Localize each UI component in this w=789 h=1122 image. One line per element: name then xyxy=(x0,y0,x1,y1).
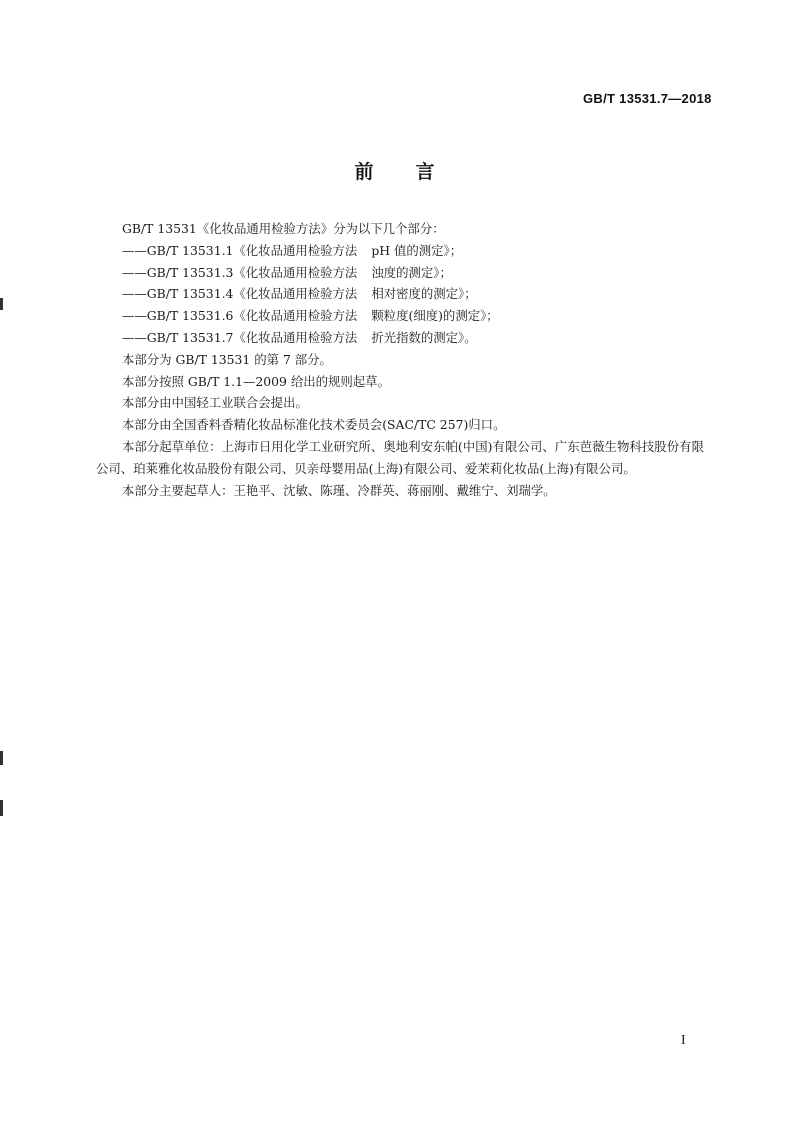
list-item xyxy=(96,240,704,262)
list-item-topic: 折光指数的测定》。 xyxy=(371,329,477,345)
list-item xyxy=(96,262,704,284)
intro-paragraph: GB/T 13531《化妆品通用检验方法》分为以下几个部分： xyxy=(122,221,445,236)
list-item-topic: 颗粒度(细度)的测定》； xyxy=(371,308,499,324)
drafting-rules-paragraph: 本部分按照 GB/T 1.1—2009 给出的规则起草。 xyxy=(122,373,390,389)
scan-edge-mark xyxy=(0,298,3,310)
list-item-prefix: ——GB/T 13531.1《化妆品通用检验方法 xyxy=(122,242,358,258)
scan-edge-mark xyxy=(0,800,3,816)
list-item-topic: 相对密度的测定》； xyxy=(371,286,477,302)
list-item-topic: 浊度的测定》； xyxy=(371,264,452,280)
list-item xyxy=(96,327,704,349)
list-item-prefix: ——GB/T 13531.4《化妆品通用检验方法 xyxy=(122,286,358,302)
centralized-by-paragraph: 本部分由全国香料香精化妆品标准化技术委员会(SAC/TC 257)归口。 xyxy=(122,417,506,433)
page-title: 前言 xyxy=(354,161,477,183)
list-item xyxy=(96,283,704,305)
scan-edge-mark xyxy=(0,751,3,765)
list-item-prefix: ——GB/T 13531.6《化妆品通用检验方法 xyxy=(122,308,358,324)
list-item-prefix: ——GB/T 13531.7《化妆品通用检验方法 xyxy=(122,329,358,345)
page-number: I xyxy=(681,1033,686,1048)
proposed-by-paragraph: 本部分由中国轻工业联合会提出。 xyxy=(122,395,308,411)
standard-id: GB/T 13531.7—2018 xyxy=(583,91,712,106)
list-item-topic: pH 值的测定》； xyxy=(371,242,463,258)
drafters-paragraph: 本部分主要起草人：王艳平、沈敏、陈瑾、冷群英、蒋丽刚、戴维宁、刘瑞学。 xyxy=(122,482,556,498)
foreword-body xyxy=(96,218,704,501)
part-of-paragraph: 本部分为 GB/T 13531 的第 7 部分。 xyxy=(122,351,332,367)
list-item-prefix: ——GB/T 13531.3《化妆品通用检验方法 xyxy=(122,264,358,280)
list-item xyxy=(96,305,704,327)
drafting-units-paragraph: 本部分起草单位：上海市日用化学工业研究所、奥地利安东帕(中国)有限公司、广东芭薇生物科技股份有限公司、珀莱雅化妆品股份有限公司、贝亲母婴用品(上海)有限公司、爱茉莉化妆品(上海)有限公司。 xyxy=(96,438,704,476)
